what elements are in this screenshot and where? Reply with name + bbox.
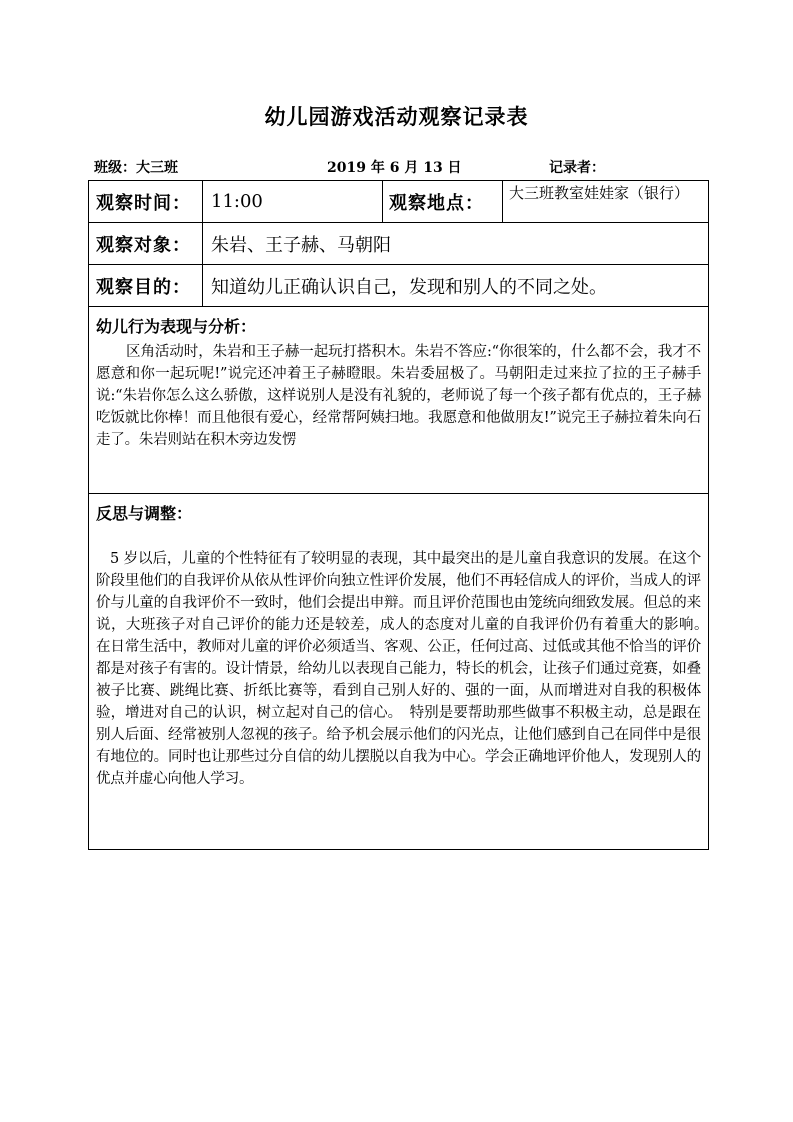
reflection-cell [89, 494, 716, 850]
observation-place-label: 观察地点： [383, 181, 503, 223]
observation-purpose-value: 知道幼儿正确认识自己，发现和别人的不同之处。 [203, 265, 709, 307]
observation-subject-value: 朱岩、王子赫、马朝阳 [203, 223, 709, 265]
behavior-row [89, 307, 709, 494]
reflection-row [89, 494, 709, 850]
behavior-analysis-text: 区角活动时，朱岩和王子赫一起玩打搭积木。朱岩不答应:“你很笨的，什么都不会，我才不愿意和你一起玩呢!”说完还冲着王子赫瞪眼。朱岩委屈极了。马朝阳走过来拉了拉的王子赫手说:“朱岩你怎么这么骄傲，这样说别人是没有礼貌的，老师说了每一个孩子都有优点的，王子赫吃饭就比你棒！而且他很有爱心，经常帮阿姨扫地。我愿意和他做朋友!”说完王子赫拉着朱向石走了。朱岩则站在积木旁边发愣 [96, 344, 701, 448]
observation-time-label: 观察时间： [89, 181, 203, 223]
class-info: 班级：大三班 [94, 160, 178, 176]
observation-record-table [88, 180, 716, 850]
behavior-analysis-heading: 幼儿行为表现与分析： [96, 317, 257, 336]
time-place-row [89, 181, 709, 223]
recorder-label: 记录者： [549, 160, 605, 176]
document-title: 幼儿园游戏活动观察记录表 [264, 104, 529, 129]
reflection-text: 5 岁以后，儿童的个性特征有了较明显的表现，其中最突出的是儿童自我意识的发展。在这个阶段里他们的自我评价从依从性评价向独立性评价发展，他们不再轻信成人的评价，当成人的评价与儿童的自我评价不一致时，他们会提出申辩。而且评价范围也由笼统向细致发展。但总的来说，大班孩子对自己评价的能力还是较差，成人的态度对儿童的自我评价仍有着重大的影响。 在日常生活中，教师对儿童的评价必须适当、客观、公正，任何过高、过低或其他不恰当的评价都是对孩子有害的。设计情景，给幼儿以表现自己能力，特长的机会，让孩子们通过竞赛，如叠被子比赛、跳绳比赛、折纸比赛等，看到自己别人好的、强的一面，从而增进对自我的积极体验，增进对自己的认识，树立起对自己的信心。 特别是要帮助那些做事不积极主动，总是跟在别人后面、经常被别人忽视的孩子。给予机会展示他们的闪光点，让他们感到自己在同伴中是很有地位的。同时也让那些过分自信的幼儿摆脱以自我为中心。学会正确地评价他人，发现别人的优点并虚心向他人学习。 [96, 551, 716, 787]
observation-place-value: 大三班教室娃娃家（银行） [503, 181, 709, 223]
observation-purpose-label: 观察目的： [89, 265, 203, 307]
reflection-heading: 反思与调整： [96, 504, 193, 523]
record-date: 2019 年 6 月 13 日 [327, 160, 462, 176]
observation-subject-label: 观察对象： [89, 223, 203, 265]
subject-row [89, 223, 709, 265]
behavior-analysis-cell [89, 307, 709, 494]
observation-time-value: 11:00 [203, 181, 383, 223]
purpose-row [89, 265, 709, 307]
